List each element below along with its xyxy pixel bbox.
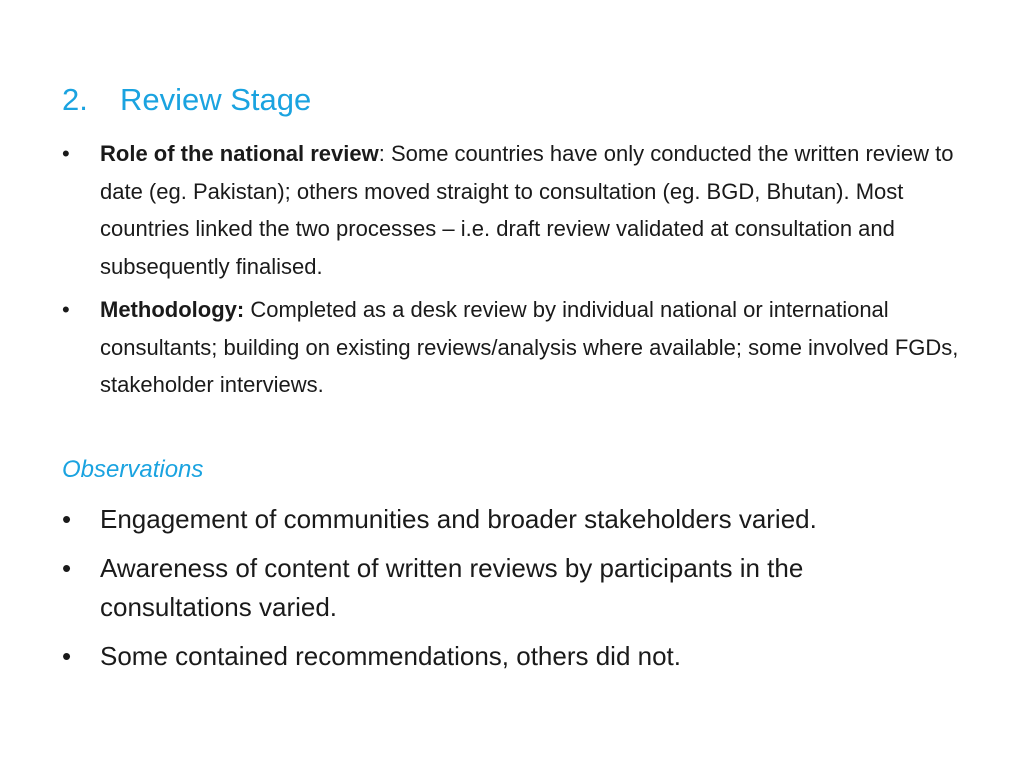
bullet-icon: • — [62, 641, 72, 671]
bullet-icon: • — [62, 553, 72, 583]
observations-title: Observations — [62, 456, 204, 483]
bullet-label: Role of the national review — [100, 141, 379, 166]
list-item — [62, 549, 962, 627]
observations-bullet-list — [62, 500, 962, 686]
bullet-label: Methodology: — [100, 297, 245, 322]
bullet-icon: • — [62, 141, 70, 166]
review-bullet-list — [62, 135, 962, 410]
heading-number: 2. — [62, 82, 88, 117]
bullet-separator: : — [378, 141, 385, 166]
list-item — [62, 637, 962, 676]
bullet-icon: • — [62, 297, 70, 322]
list-item — [62, 291, 962, 404]
heading-title: Review Stage — [120, 82, 312, 117]
bullet-icon: • — [62, 504, 72, 534]
observation-text: Engagement of communities and broader stakeholders varied. — [100, 504, 817, 534]
bullet-text: Completed as a desk review by individual national or international consultants; building on existing reviews/analysis where available; some involved FGDs, stakeholder interviews. — [100, 297, 959, 397]
slide-heading — [62, 80, 311, 120]
bullet-text: Some countries have only conducted the written review to date (eg. Pakistan); others moved straight to consultation (eg. BGD, Bhutan). Most countries linked the two processes – i.e. draft review validated at consultation and subsequently finalised. — [100, 141, 954, 279]
list-item — [62, 500, 962, 539]
observation-text: Some contained recommendations, others did not. — [100, 641, 682, 671]
list-item — [62, 135, 962, 285]
observation-text: Awareness of content of written reviews by participants in the consultations varied. — [100, 553, 804, 622]
